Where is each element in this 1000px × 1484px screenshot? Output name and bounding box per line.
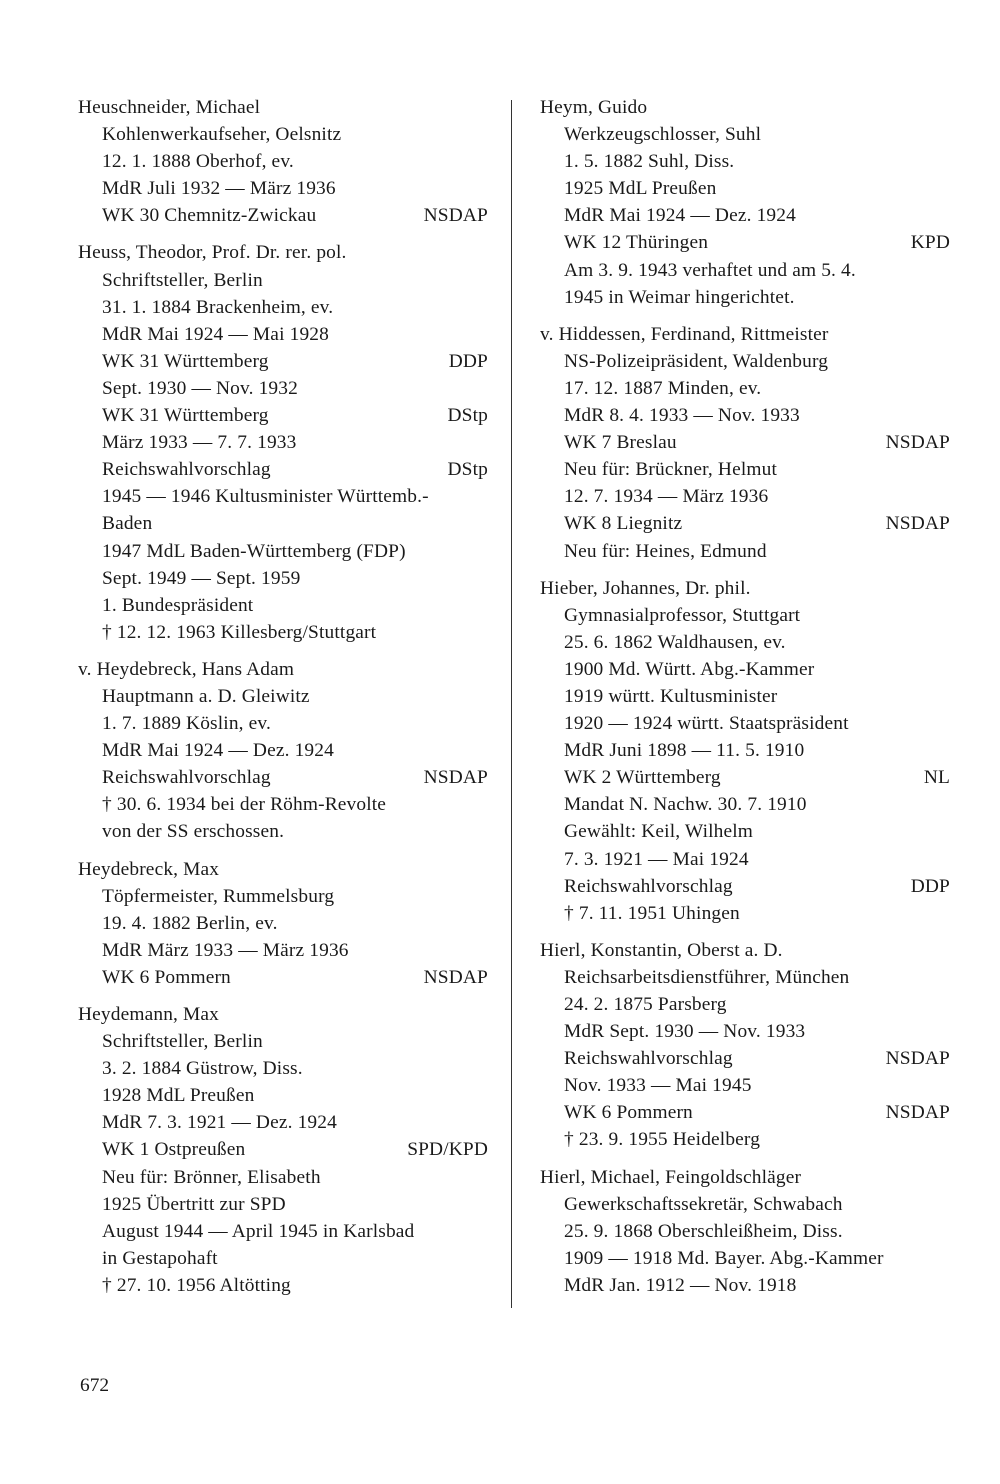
entry-detail-line xyxy=(540,229,950,256)
entry-detail-line xyxy=(78,791,488,818)
entry-detail-line xyxy=(78,1272,488,1299)
entry-detail-line xyxy=(540,257,950,284)
entry-detail-line xyxy=(78,910,488,937)
detail-text: 1. 7. 1889 Köslin, ev. xyxy=(102,713,272,735)
detail-text: 1945 in Weimar hingerichtet. xyxy=(564,286,795,308)
entry-name xyxy=(78,239,488,266)
biography-entry xyxy=(78,656,488,846)
entry-name xyxy=(540,321,950,348)
detail-text: 1. 5. 1882 Suhl, Diss. xyxy=(564,151,735,173)
entry-detail-line xyxy=(540,121,950,148)
detail-text: 12. 1. 1888 Oberhof, ev. xyxy=(102,151,294,173)
detail-text: 31. 1. 1884 Brackenheim, ev. xyxy=(102,296,334,318)
entry-detail-line xyxy=(540,1272,950,1299)
detail-text: † 12. 12. 1963 Killesberg/Stuttgart xyxy=(102,621,377,643)
entry-detail-line xyxy=(540,375,950,402)
entry-detail-line xyxy=(78,267,488,294)
detail-text: NS-Polizeipräsident, Waldenburg xyxy=(564,350,829,372)
detail-text: Hauptmann a. D. Gleiwitz xyxy=(102,685,310,707)
biography-entry xyxy=(540,937,950,1154)
entry-detail-line xyxy=(78,1082,488,1109)
detail-text: Kohlenwerkaufseher, Oelsnitz xyxy=(102,124,342,146)
entry-detail-line xyxy=(78,964,488,991)
detail-text: Gewerkschaftssekretär, Schwabach xyxy=(564,1193,843,1215)
party-label: NSDAP xyxy=(885,513,950,535)
detail-text: WK 6 Pommern xyxy=(102,966,231,988)
detail-text: 1900 Md. Württ. Abg.-Kammer xyxy=(564,658,815,680)
detail-text: Mandat N. Nachw. 30. 7. 1910 xyxy=(564,794,807,816)
detail-text: Reichswahlvorschlag xyxy=(564,875,733,897)
entry-detail-line xyxy=(78,1218,488,1245)
left-column xyxy=(78,94,488,1299)
detail-text: 19. 4. 1882 Berlin, ev. xyxy=(102,912,278,934)
party-label: DStp xyxy=(447,405,488,427)
party-label: DStp xyxy=(447,459,488,481)
detail-text: MdR Mai 1924 — Dez. 1924 xyxy=(102,740,334,762)
detail-text: Reichswahlvorschlag xyxy=(564,1048,733,1070)
detail-text: † 7. 11. 1951 Uhingen xyxy=(564,902,740,924)
entry-name xyxy=(540,94,950,121)
entry-detail-line xyxy=(540,284,950,311)
entry-detail-line xyxy=(78,565,488,592)
detail-text: Reichswahlvorschlag xyxy=(102,767,271,789)
detail-text: MdR Mai 1924 — Dez. 1924 xyxy=(564,205,796,227)
entry-name-text: Heuss, Theodor, Prof. Dr. rer. pol. xyxy=(78,242,347,264)
party-label: NL xyxy=(923,767,950,789)
entry-detail-line xyxy=(540,818,950,845)
entry-detail-line xyxy=(540,602,950,629)
detail-text: Reichswahlvorschlag xyxy=(102,459,271,481)
entry-detail-line xyxy=(78,429,488,456)
entry-detail-line xyxy=(540,175,950,202)
biography-entry xyxy=(540,321,950,565)
entry-detail-line xyxy=(540,483,950,510)
detail-text: WK 7 Breslau xyxy=(564,432,677,454)
entry-name-text: Hierl, Konstantin, Oberst a. D. xyxy=(540,939,783,961)
detail-text: Neu für: Heines, Edmund xyxy=(564,540,767,562)
entry-detail-line xyxy=(540,1191,950,1218)
entry-detail-line xyxy=(78,818,488,845)
entry-detail-line xyxy=(540,429,950,456)
entry-detail-line xyxy=(78,483,488,510)
entry-name xyxy=(540,1164,950,1191)
entry-detail-line xyxy=(540,737,950,764)
entry-detail-line xyxy=(78,1191,488,1218)
entry-detail-line xyxy=(78,510,488,537)
detail-text: WK 12 Thüringen xyxy=(564,232,709,254)
detail-text: August 1944 — April 1945 in Karlsbad xyxy=(102,1220,415,1242)
entry-name-text: Heydemann, Max xyxy=(78,1004,220,1025)
detail-text: 25. 6. 1862 Waldhausen, ev. xyxy=(564,631,786,653)
entry-detail-line xyxy=(540,846,950,873)
entry-detail-line xyxy=(540,148,950,175)
entry-detail-line xyxy=(78,456,488,483)
biography-entry xyxy=(78,1001,488,1299)
detail-text: 25. 9. 1868 Oberschleißheim, Diss. xyxy=(564,1220,843,1242)
entry-detail-line xyxy=(78,294,488,321)
entry-detail-line xyxy=(78,1055,488,1082)
right-column xyxy=(540,94,950,1299)
detail-text: Werkzeugschlosser, Suhl xyxy=(564,124,762,146)
entry-name xyxy=(78,1001,488,1028)
entry-detail-line xyxy=(540,791,950,818)
entry-detail-line xyxy=(540,202,950,229)
entry-detail-line xyxy=(540,1218,950,1245)
entry-detail-line xyxy=(540,348,950,375)
detail-text: WK 6 Pommern xyxy=(564,1102,693,1124)
entry-detail-line xyxy=(540,1018,950,1045)
entry-detail-line xyxy=(78,1164,488,1191)
entry-name xyxy=(78,656,488,683)
party-label: KPD xyxy=(910,232,950,254)
entry-detail-line xyxy=(78,121,488,148)
entry-detail-line xyxy=(540,510,950,537)
entry-detail-line xyxy=(540,1245,950,1272)
detail-text: 1925 MdL Preußen xyxy=(564,178,717,200)
party-label: DDP xyxy=(448,350,488,372)
party-label: NSDAP xyxy=(423,205,488,227)
entry-detail-line xyxy=(78,375,488,402)
party-label: NSDAP xyxy=(885,1102,950,1124)
detail-text: in Gestapohaft xyxy=(102,1247,218,1269)
detail-text: Sept. 1930 — Nov. 1932 xyxy=(102,377,298,399)
party-label: NSDAP xyxy=(885,1048,950,1070)
detail-text: MdR Mai 1924 — Mai 1928 xyxy=(102,323,329,345)
detail-text: Töpfermeister, Rummelsburg xyxy=(102,885,335,907)
detail-text: Schriftsteller, Berlin xyxy=(102,1031,263,1053)
detail-text: MdR Sept. 1930 — Nov. 1933 xyxy=(564,1021,806,1043)
entry-detail-line xyxy=(540,1072,950,1099)
detail-text: MdR 8. 4. 1933 — Nov. 1933 xyxy=(564,405,800,427)
detail-text: † 27. 10. 1956 Altötting xyxy=(102,1274,291,1296)
detail-text: Am 3. 9. 1943 verhaftet und am 5. 4. xyxy=(564,259,856,281)
detail-text: WK 31 Württemberg xyxy=(102,405,269,427)
entry-name xyxy=(540,575,950,602)
detail-text: 1925 Übertritt zur SPD xyxy=(102,1193,286,1215)
entry-detail-line xyxy=(78,402,488,429)
entry-detail-line xyxy=(78,1028,488,1055)
biography-entry xyxy=(540,575,950,927)
detail-text: Gewählt: Keil, Wilhelm xyxy=(564,821,754,843)
entry-detail-line xyxy=(540,456,950,483)
detail-text: Gymnasialprofessor, Stuttgart xyxy=(564,604,801,626)
entry-detail-line xyxy=(78,883,488,910)
entry-detail-line xyxy=(540,656,950,683)
entry-detail-line xyxy=(540,873,950,900)
detail-text: MdR Juli 1932 — März 1936 xyxy=(102,178,336,200)
biography-entry xyxy=(78,94,488,229)
detail-text: Sept. 1949 — Sept. 1959 xyxy=(102,567,301,589)
entry-detail-line xyxy=(78,202,488,229)
entry-detail-line xyxy=(78,683,488,710)
detail-text: MdR Jan. 1912 — Nov. 1918 xyxy=(564,1274,797,1296)
entry-detail-line xyxy=(78,937,488,964)
entry-name-text: Hierl, Michael, Feingoldschläger xyxy=(540,1166,802,1188)
biography-entry xyxy=(540,94,950,311)
entry-detail-line xyxy=(78,1245,488,1272)
detail-text: WK 1 Ostpreußen xyxy=(102,1139,246,1161)
detail-text: 17. 12. 1887 Minden, ev. xyxy=(564,377,762,399)
biography-entry xyxy=(78,856,488,991)
entry-name-text: Heuschneider, Michael xyxy=(78,97,261,118)
entry-detail-line xyxy=(78,737,488,764)
entry-detail-line xyxy=(78,175,488,202)
entry-name-text: Heydebreck, Max xyxy=(78,858,220,880)
detail-text: 3. 2. 1884 Güstrow, Diss. xyxy=(102,1058,303,1080)
detail-text: 1928 MdL Preußen xyxy=(102,1085,255,1107)
entry-detail-line xyxy=(540,402,950,429)
entry-name-text: v. Heydebreck, Hans Adam xyxy=(78,658,295,680)
detail-text: WK 2 Württemberg xyxy=(564,767,721,789)
entry-detail-line xyxy=(78,321,488,348)
party-label: NSDAP xyxy=(423,966,488,988)
party-label: DDP xyxy=(910,875,950,897)
entry-detail-line xyxy=(540,1126,950,1153)
detail-text: 1909 — 1918 Md. Bayer. Abg.-Kammer xyxy=(564,1247,884,1269)
detail-text: Neu für: Brönner, Elisabeth xyxy=(102,1166,321,1188)
detail-text: Schriftsteller, Berlin xyxy=(102,269,263,291)
entry-detail-line xyxy=(540,900,950,927)
entry-name xyxy=(78,856,488,883)
detail-text: Reichsarbeitsdienstführer, München xyxy=(564,966,850,988)
detail-text: 1920 — 1924 württ. Staatspräsident xyxy=(564,713,849,735)
entry-name-text: Hieber, Johannes, Dr. phil. xyxy=(540,577,751,599)
entry-name-text: Heym, Guido xyxy=(540,97,648,118)
detail-text: 1919 württ. Kultusminister xyxy=(564,685,778,707)
entry-detail-line xyxy=(540,1099,950,1126)
detail-text: WK 30 Chemnitz-Zwickau xyxy=(102,205,317,227)
page-number: 672 xyxy=(80,1375,110,1396)
entry-detail-line xyxy=(540,710,950,737)
detail-text: März 1933 — 7. 7. 1933 xyxy=(102,432,297,454)
entry-name xyxy=(78,94,488,121)
entry-detail-line xyxy=(540,683,950,710)
detail-text: † 23. 9. 1955 Heidelberg xyxy=(564,1129,761,1151)
detail-text: von der SS erschossen. xyxy=(102,821,285,843)
detail-text: MdR Juni 1898 — 11. 5. 1910 xyxy=(564,740,805,762)
party-label: NSDAP xyxy=(423,767,488,789)
detail-text: 1. Bundespräsident xyxy=(102,594,254,616)
biography-entry xyxy=(78,239,488,645)
entry-detail-line xyxy=(78,538,488,565)
detail-text: † 30. 6. 1934 bei der Röhm-Revolte xyxy=(102,794,387,816)
entry-detail-line xyxy=(78,764,488,791)
detail-text: Baden xyxy=(102,513,153,535)
entry-detail-line xyxy=(78,1109,488,1136)
detail-text: Nov. 1933 — Mai 1945 xyxy=(564,1075,752,1097)
entry-detail-line xyxy=(540,764,950,791)
detail-text: Neu für: Brückner, Helmut xyxy=(564,459,777,481)
entry-detail-line xyxy=(78,348,488,375)
entry-detail-line xyxy=(78,592,488,619)
detail-text: 12. 7. 1934 — März 1936 xyxy=(564,486,769,508)
detail-text: WK 31 Württemberg xyxy=(102,350,269,372)
party-label: NSDAP xyxy=(885,432,950,454)
entry-detail-line xyxy=(78,148,488,175)
entry-detail-line xyxy=(540,1045,950,1072)
detail-text: MdR 7. 3. 1921 — Dez. 1924 xyxy=(102,1112,337,1134)
detail-text: MdR März 1933 — März 1936 xyxy=(102,939,349,961)
detail-text: 1945 — 1946 Kultusminister Württemb.- xyxy=(102,486,429,508)
detail-text: 7. 3. 1921 — Mai 1924 xyxy=(564,848,749,870)
detail-text: WK 8 Liegnitz xyxy=(564,513,683,535)
entry-detail-line xyxy=(78,710,488,737)
detail-text: 1947 MdL Baden-Württemberg (FDP) xyxy=(102,540,406,562)
entry-detail-line xyxy=(540,991,950,1018)
entry-name xyxy=(540,937,950,964)
entry-detail-line xyxy=(540,538,950,565)
detail-text: 24. 2. 1875 Parsberg xyxy=(564,994,727,1015)
column-divider xyxy=(511,100,512,1308)
biography-entry xyxy=(540,1164,950,1299)
party-label: SPD/KPD xyxy=(407,1139,488,1161)
entry-detail-line xyxy=(540,964,950,991)
entry-name-text: v. Hiddessen, Ferdinand, Rittmeister xyxy=(540,323,829,345)
entry-detail-line xyxy=(78,1136,488,1163)
entry-detail-line xyxy=(78,619,488,646)
entry-detail-line xyxy=(540,629,950,656)
